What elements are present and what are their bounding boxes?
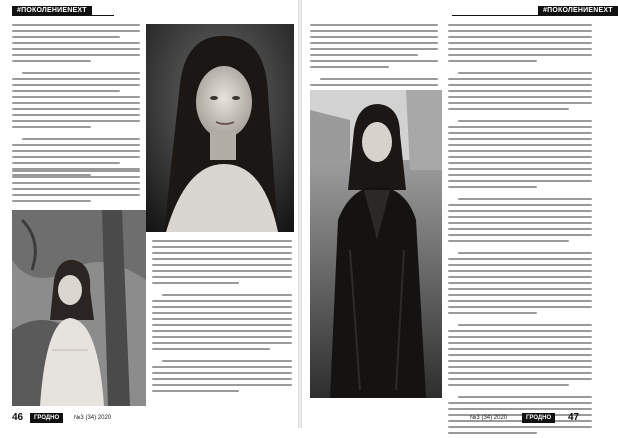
footer-issue-right: №3 (34) 2020 [470, 415, 508, 421]
page-number-right: 47 [568, 412, 580, 423]
photo-girl-in-trees [12, 210, 146, 406]
right-footer [302, 412, 600, 424]
left-page-bottom-text [152, 240, 292, 396]
header-tag-right: #ПОКОЛЕНИЕNEXT [538, 6, 618, 16]
right-column-text-a [310, 24, 438, 96]
right-column-text-b [448, 24, 592, 438]
header-rule-right [452, 15, 538, 16]
photo-girl-in-coat [310, 90, 442, 398]
header-rule-left [12, 15, 114, 16]
footer-brand-right: ГРОДНО [522, 413, 555, 423]
footer-brand-left: ГРОДНО [30, 413, 63, 423]
left-column-text-lower [12, 170, 140, 206]
left-page [0, 0, 298, 428]
header-tag-left: #ПОКОЛЕНИЕNEXT [12, 6, 92, 16]
page-number-left: 46 [12, 412, 24, 423]
footer-issue-left: №3 (34) 2020 [74, 415, 112, 421]
portrait-photo-girl [146, 24, 294, 232]
left-footer [0, 412, 298, 424]
right-page [302, 0, 613, 428]
left-column-text [12, 24, 140, 180]
